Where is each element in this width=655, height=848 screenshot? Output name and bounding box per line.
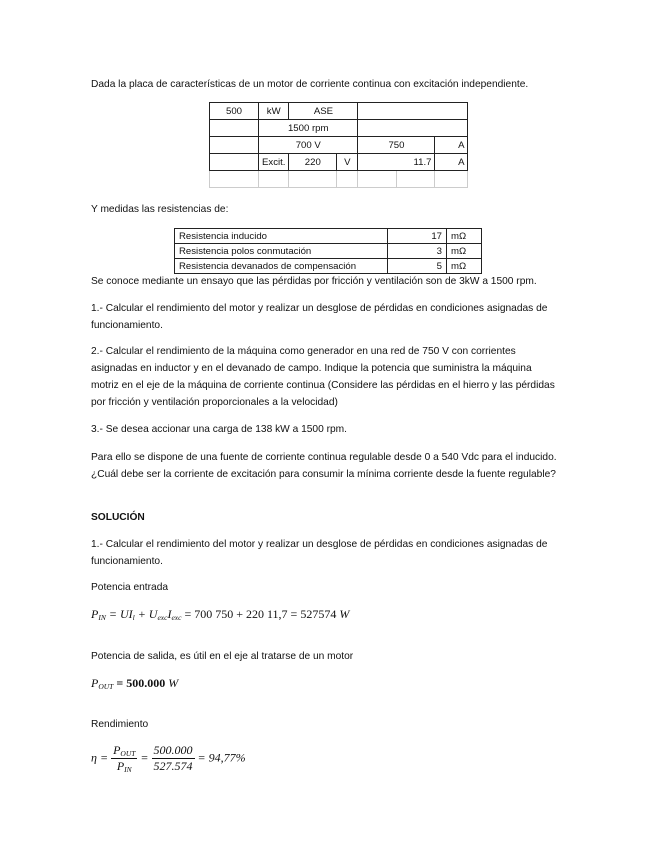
pin-formula: $P_{IN} = UI_l + U_{exc}I_{exc} = 700$ 750 + 220 11,7 = 527574 W [91, 607, 350, 622]
plate-excit-current: 11.7 [358, 154, 435, 171]
res-unit: mΩ [447, 229, 482, 244]
res-name: Resistencia inducido [175, 229, 388, 244]
question-3-detail: Para ello se dispone de una fuente de corriente continua regulable desde 0 a 540 Vdc para el inducido. ¿Cuál debe ser la corriente de excitación para consumir la mínima corriente desde la fuente regulable? [91, 452, 557, 480]
question-3: 3.- Se desea accionar una carga de 138 kW a 1500 rpm. [91, 424, 347, 435]
plate-excit-current-unit: A [435, 154, 468, 171]
plate-power-unit: kW [259, 103, 289, 120]
pout-unit: W [168, 676, 179, 690]
eff-num: 500.000 [153, 743, 193, 757]
res-value: 17 [388, 229, 447, 244]
table-row [175, 259, 482, 274]
question-1: 1.- Calcular el rendimiento del motor y realizar un desglose de pérdidas en condiciones asignadas de funcionamiento. [91, 303, 548, 331]
res-name: Resistencia devanados de compensación [175, 259, 388, 274]
res-value: 3 [388, 244, 447, 259]
res-unit: mΩ [447, 259, 482, 274]
plate-empty [358, 103, 468, 120]
solution-heading: SOLUCIÓN [91, 512, 145, 523]
plate-power: 500 [210, 103, 259, 120]
pout-label: Potencia de salida, es útil en el eje al tratarse de un motor [91, 651, 354, 662]
pin-unit: W [339, 607, 350, 621]
plate-current-unit: A [435, 137, 468, 154]
plate-speed: 1500 rpm [259, 120, 358, 137]
measured-text: Y medidas las resistencias de: [91, 204, 229, 215]
plate-ase: ASE [289, 103, 358, 120]
plate-excit-voltage-unit: V [337, 154, 358, 171]
res-name: Resistencia polos conmutación [175, 244, 388, 259]
pin-label: Potencia entrada [91, 582, 169, 593]
resistance-table [174, 228, 482, 274]
solution-1: 1.- Calcular el rendimiento del motor y realizar un desglose de pérdidas en condiciones asignadas de funcionamiento. [91, 539, 548, 567]
losses-text: Se conoce mediante un ensayo que las pérdidas por fricción y ventilación son de 3kW a 1500 rpm. [91, 276, 537, 287]
plate-current: 750 [358, 137, 435, 154]
question-2: 2.- Calcular el rendimiento de la máquina como generador en una red de 750 V con corrientes asignadas en inductor y en el devanado de campo. Indique la potencia que suministra la máquina motriz en el eje de la máquina de corriente continua (Considere las pérdidas en el hierro y las pérdidas por fricción y ventilación proporcionales a la velocidad) [91, 346, 555, 408]
pout-formula: $P_{OUT} = 500.000$ W [91, 676, 179, 691]
pin-rhs: = 700 750 + 220 11,7 = 527574 [184, 607, 337, 621]
res-unit: mΩ [447, 244, 482, 259]
eff-den: 527.574 [153, 759, 193, 773]
eff-label: Rendimiento [91, 719, 149, 730]
eff-result: = 94,77% [197, 750, 246, 765]
pout-rhs: = 500.000 [116, 676, 166, 690]
res-value: 5 [388, 259, 447, 274]
intro-text: Dada la placa de características de un motor de corriente continua con excitación independiente. [91, 79, 529, 90]
nameplate-table [209, 102, 468, 188]
plate-excit: Excit. [259, 154, 289, 171]
plate-voltage: 700 V [259, 137, 358, 154]
table-row [175, 229, 482, 244]
eff-formula: η = $\frac{P_{OUT}}{P_{IN}}$ = $\frac{500.000}{527.574}$ = 94,77% [91, 743, 246, 774]
table-row [175, 244, 482, 259]
plate-excit-voltage: 220 [289, 154, 337, 171]
